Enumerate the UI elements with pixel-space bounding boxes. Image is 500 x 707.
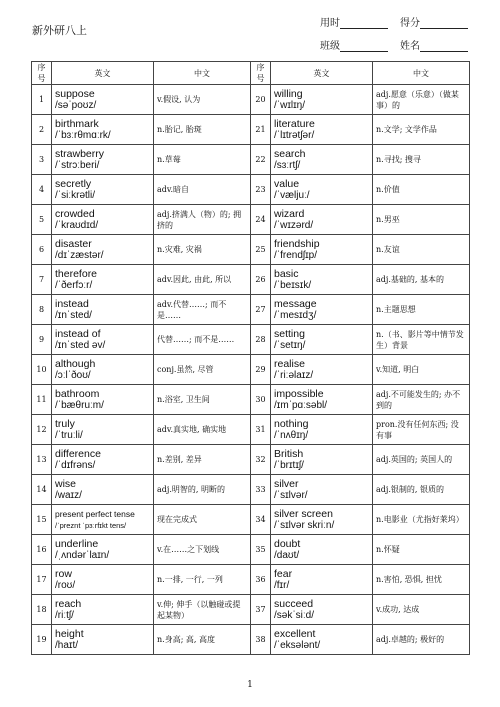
entry-word: message (274, 297, 317, 310)
table-row (32, 175, 470, 205)
entry-number: 32 (251, 445, 271, 475)
table-row (32, 85, 470, 115)
entry-meaning: adj.银制的, 银质的 (373, 475, 470, 505)
entry-number: 11 (32, 385, 52, 415)
entry-number: 21 (251, 115, 271, 145)
entry-english (271, 325, 373, 355)
entry-word: secretly (55, 177, 92, 190)
col-header-number: 序号 (251, 62, 271, 85)
entry-english (271, 355, 373, 385)
entry-phonetic: /ˈriːəlaɪz/ (274, 369, 314, 381)
time-label: 用时 (320, 18, 340, 29)
entry-word: nothing (274, 417, 309, 430)
page-number: 1 (247, 680, 253, 690)
entry-meaning: 现在完成式 (154, 505, 251, 535)
entry-english (271, 625, 373, 655)
entry-phonetic: /haɪt/ (55, 639, 79, 651)
entry-phonetic: /ɪnˈsted/ (55, 309, 92, 321)
table-row (32, 295, 470, 325)
entry-number: 25 (251, 235, 271, 265)
entry-meaning: n.（书、影片等中情节发生）背景 (373, 325, 470, 355)
class-blank[interactable] (340, 39, 388, 52)
col-header-english: 英文 (52, 62, 154, 85)
entry-english (52, 415, 154, 445)
entry-english (52, 85, 154, 115)
entry-phonetic: /ˈkraʊdɪd/ (55, 219, 99, 231)
entry-phonetic: /riːtʃ/ (55, 609, 74, 621)
entry-meaning: n.价值 (373, 175, 470, 205)
table-row (32, 385, 470, 415)
entry-phonetic: /ˈsɪlvər skriːn/ (274, 519, 335, 531)
entry-phonetic: /ˈmesɪdʒ/ (274, 309, 317, 321)
entry-english (52, 565, 154, 595)
entry-meaning: n.身高; 高, 高度 (154, 625, 251, 655)
name-blank[interactable] (420, 39, 468, 52)
entry-number: 29 (251, 355, 271, 385)
entry-phonetic: /ˈwɪzərd/ (274, 219, 314, 231)
entry-number: 1 (32, 85, 52, 115)
entry-word: basic (274, 267, 299, 280)
table-row (32, 355, 470, 385)
entry-phonetic: /ˈsiːkrətli/ (55, 189, 95, 201)
entry-meaning: v.在……之下划线 (154, 535, 251, 565)
entry-meaning: adv.因此, 由此, 所以 (154, 265, 251, 295)
entry-word: realise (274, 357, 305, 370)
entry-word: friendship (274, 237, 320, 250)
entry-english (271, 235, 373, 265)
entry-word: search (274, 147, 306, 160)
entry-word: willing (274, 87, 303, 100)
entry-english (271, 85, 373, 115)
entry-word: setting (274, 327, 305, 340)
entry-phonetic: /ˈbɜːrθmɑːrk/ (55, 129, 111, 141)
entry-phonetic: /ˈvæljuː/ (274, 189, 310, 201)
entry-word: therefore (55, 267, 98, 280)
entry-phonetic: /ˈstrɔːberi/ (55, 159, 100, 171)
entry-meaning: v.假设, 认为 (154, 85, 251, 115)
entry-english (52, 355, 154, 385)
entry-number: 20 (251, 85, 271, 115)
entry-meaning: n.胎记, 胎斑 (154, 115, 251, 145)
table-row (32, 565, 470, 595)
entry-phonetic: /ɪmˈpɑːsəbl/ (274, 399, 328, 411)
entry-word: excellent (274, 627, 316, 640)
entry-english (52, 295, 154, 325)
book-title: 新外研八上 (32, 24, 87, 37)
score-field (400, 14, 468, 29)
entry-meaning: n.浴室, 卫生间 (154, 385, 251, 415)
entry-english (271, 535, 373, 565)
entry-english (52, 265, 154, 295)
table-row (32, 505, 470, 535)
entry-word: silver screen (274, 507, 333, 520)
entry-english (52, 115, 154, 145)
entry-phonetic: /ˈnʌθɪŋ/ (274, 429, 309, 441)
entry-number: 17 (32, 565, 52, 595)
entry-number: 8 (32, 295, 52, 325)
table-row (32, 265, 470, 295)
table-row (32, 205, 470, 235)
entry-number: 18 (32, 595, 52, 625)
score-blank[interactable] (420, 16, 468, 29)
entry-word: fear (274, 567, 293, 580)
entry-number: 35 (251, 535, 271, 565)
entry-meaning: n.友谊 (373, 235, 470, 265)
entry-number: 7 (32, 265, 52, 295)
table-row (32, 115, 470, 145)
entry-word: literature (274, 117, 315, 130)
entry-word: British (274, 447, 304, 460)
entry-phonetic: /roʊ/ (55, 579, 76, 591)
entry-english (271, 115, 373, 145)
entry-word: impossible (274, 387, 324, 400)
entry-english (271, 175, 373, 205)
entry-number: 2 (32, 115, 52, 145)
entry-word: disaster (55, 237, 92, 250)
entry-number: 33 (251, 475, 271, 505)
table-header-row (32, 62, 470, 85)
table-row (32, 145, 470, 175)
col-header-chinese: 中文 (373, 62, 470, 85)
entry-number: 19 (32, 625, 52, 655)
entry-meaning: adv.代替……; 而不是…… (154, 295, 251, 325)
entry-english (271, 415, 373, 445)
entry-number: 5 (32, 205, 52, 235)
entry-phonetic: /ˈbrɪtɪʃ/ (274, 459, 304, 471)
entry-meaning: adj.挤满人（物）的; 拥挤的 (154, 205, 251, 235)
entry-word: succeed (274, 597, 314, 610)
entry-english (52, 445, 154, 475)
entry-word: wizard (274, 207, 305, 220)
entry-phonetic: /səkˈsiːd/ (274, 609, 315, 621)
table-row (32, 235, 470, 265)
entry-meaning: adj.卓越的; 极好的 (373, 625, 470, 655)
entry-meaning: n.怀疑 (373, 535, 470, 565)
entry-phonetic: /ˈsetɪŋ/ (274, 339, 306, 351)
entry-phonetic: /sɜːrtʃ/ (274, 159, 301, 171)
entry-phonetic: /ˈfrendʃɪp/ (274, 249, 318, 261)
entry-phonetic: /ˈbeɪsɪk/ (274, 279, 312, 291)
entry-number: 36 (251, 565, 271, 595)
entry-meaning: v.成功, 达成 (373, 595, 470, 625)
entry-word: value (274, 177, 300, 190)
table-row (32, 625, 470, 655)
entry-meaning: adj.基础的, 基本的 (373, 265, 470, 295)
entry-number: 28 (251, 325, 271, 355)
entry-meaning: n.一排, 一行, 一列 (154, 565, 251, 595)
entry-word: bathroom (55, 387, 100, 400)
entry-meaning: 代替……; 而不是…… (154, 325, 251, 355)
entry-phonetic: /ˈeksələnt/ (274, 639, 321, 651)
entry-word: crowded (55, 207, 95, 220)
entry-word: birthmark (55, 117, 99, 130)
entry-number: 13 (32, 445, 52, 475)
entry-english (52, 385, 154, 415)
entry-english (52, 475, 154, 505)
entry-number: 6 (32, 235, 52, 265)
entry-meaning: n.草莓 (154, 145, 251, 175)
col-header-chinese: 中文 (154, 62, 251, 85)
entry-word: height (55, 627, 84, 640)
entry-phonetic: /səˈpoʊz/ (55, 99, 97, 111)
name-label: 姓名 (400, 41, 420, 52)
entry-number: 27 (251, 295, 271, 325)
entry-english (271, 265, 373, 295)
entry-number: 24 (251, 205, 271, 235)
entry-word: truly (55, 417, 75, 430)
entry-meaning: n.电影业（尤指好莱坞） (373, 505, 470, 535)
entry-english (52, 205, 154, 235)
entry-meaning: conj.虽然, 尽管 (154, 355, 251, 385)
entry-meaning: n.主题思想 (373, 295, 470, 325)
entry-english (52, 235, 154, 265)
entry-phonetic: /ˌʌndərˈlaɪn/ (55, 549, 110, 561)
entry-word: underline (55, 537, 99, 550)
entry-meaning: adj.明智的, 明断的 (154, 475, 251, 505)
entry-phonetic: /ˈðerfɔːr/ (55, 279, 93, 291)
entry-meaning: adv.暗自 (154, 175, 251, 205)
time-blank[interactable] (340, 16, 388, 29)
entry-english (52, 505, 154, 535)
class-label: 班级 (320, 41, 340, 52)
entry-phonetic: /fɪr/ (274, 579, 290, 591)
vocabulary-table (31, 61, 470, 655)
entry-number: 37 (251, 595, 271, 625)
entry-word: suppose (55, 87, 95, 100)
entry-word: difference (55, 447, 101, 460)
col-header-number: 序号 (32, 62, 52, 85)
entry-number: 12 (32, 415, 52, 445)
entry-meaning: n.灾难, 灾祸 (154, 235, 251, 265)
entry-number: 4 (32, 175, 52, 205)
entry-phonetic: /ˈdɪfrəns/ (55, 459, 96, 471)
entry-english (52, 325, 154, 355)
entry-phonetic: /ɔːlˈðoʊ/ (55, 369, 91, 381)
entry-english (271, 385, 373, 415)
entry-english (271, 145, 373, 175)
entry-word: reach (55, 597, 82, 610)
entry-number: 15 (32, 505, 52, 535)
name-field (400, 37, 468, 52)
entry-number: 9 (32, 325, 52, 355)
entry-word: strawberry (55, 147, 105, 160)
entry-english (271, 205, 373, 235)
entry-english (271, 505, 373, 535)
entry-number: 22 (251, 145, 271, 175)
entry-phonetic: /ˈsɪlvər/ (274, 489, 308, 501)
entry-meaning: v.知道, 明白 (373, 355, 470, 385)
entry-number: 34 (251, 505, 271, 535)
entry-phonetic: /ɪnˈsted əv/ (55, 339, 106, 351)
score-label: 得分 (400, 18, 420, 29)
entry-number: 26 (251, 265, 271, 295)
entry-phonetic: /ˈbæθruːm/ (55, 399, 104, 411)
entry-phonetic: /waɪz/ (55, 489, 82, 501)
entry-phonetic: /dɪˈzæstər/ (55, 249, 104, 261)
entry-word: although (55, 357, 96, 370)
entry-phonetic: /ˈlɪtrətʃər/ (274, 129, 315, 141)
entry-number: 23 (251, 175, 271, 205)
entry-phonetic: /daʊt/ (274, 549, 300, 561)
entry-meaning: adj.英国的; 英国人的 (373, 445, 470, 475)
entry-meaning: v.伸; 伸手（以触碰或提起某物） (154, 595, 251, 625)
entry-english (271, 565, 373, 595)
entry-meaning: n.寻找; 搜寻 (373, 145, 470, 175)
entry-number: 3 (32, 145, 52, 175)
table-row (32, 325, 470, 355)
entry-meaning: n.文学; 文学作品 (373, 115, 470, 145)
table-body (32, 85, 470, 655)
entry-meaning: adv.真实地, 确实地 (154, 415, 251, 445)
entry-word: instead of (55, 327, 101, 340)
entry-phonetic: /ˈpreznt ˈpɜːrfɪkt tens/ (55, 520, 127, 530)
entry-word: wise (55, 477, 77, 490)
entry-number: 16 (32, 535, 52, 565)
entry-number: 38 (251, 625, 271, 655)
entry-phonetic: /ˈtruːli/ (55, 429, 83, 441)
entry-number: 10 (32, 355, 52, 385)
table-row (32, 595, 470, 625)
entry-number: 30 (251, 385, 271, 415)
time-field (320, 14, 388, 29)
entry-word: instead (55, 297, 89, 310)
entry-meaning: n.害怕, 恐惧, 担忧 (373, 565, 470, 595)
entry-english (271, 445, 373, 475)
table-row (32, 535, 470, 565)
entry-english (271, 595, 373, 625)
entry-word: present perfect tense (55, 508, 135, 519)
entry-english (52, 595, 154, 625)
entry-meaning: adj.不可能发生的; 办不到的 (373, 385, 470, 415)
entry-english (52, 625, 154, 655)
entry-phonetic: /ˈwɪlɪŋ/ (274, 99, 306, 111)
entry-english (52, 175, 154, 205)
entry-number: 14 (32, 475, 52, 505)
entry-word: doubt (274, 537, 301, 550)
entry-english (52, 535, 154, 565)
entry-meaning: adj.愿意（乐意）（做某事）的 (373, 85, 470, 115)
table-row (32, 475, 470, 505)
entry-meaning: pron.没有任何东西; 没有事 (373, 415, 470, 445)
class-field (320, 37, 388, 52)
table-row (32, 415, 470, 445)
table-row (32, 445, 470, 475)
entry-english (271, 475, 373, 505)
entry-meaning: n.差别, 差异 (154, 445, 251, 475)
entry-number: 31 (251, 415, 271, 445)
entry-english (271, 295, 373, 325)
entry-word: row (55, 567, 72, 580)
entry-english (52, 145, 154, 175)
col-header-english: 英文 (271, 62, 373, 85)
entry-word: silver (274, 477, 299, 490)
entry-meaning: n.男巫 (373, 205, 470, 235)
